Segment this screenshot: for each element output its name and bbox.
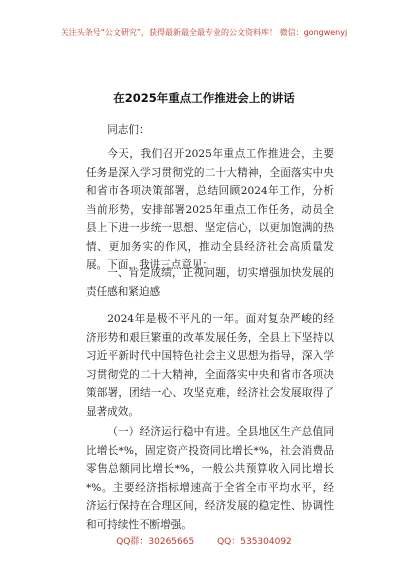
- header-banner: 关注头条号“公文研究”，获得最新最全最专业的公文资料库！ 微信：gongwenyj: [60, 28, 348, 37]
- salutation-text: 同志们：: [107, 124, 150, 136]
- footer-qq-number: QQ：535304092: [217, 537, 292, 547]
- footer-qq-group: QQ群：30265665: [116, 537, 195, 547]
- document-title: 在2025年重点工作推进会上的讲话: [113, 91, 295, 105]
- section-heading-text: 一、肯定成绩，正视问题，切实增强加快发展的责任感和紧迫感: [86, 267, 334, 298]
- paragraph-text: 2024年是极不平凡的一年。面对复杂严峻的经济形势和艰巨繁重的改革发展任务，全县上下坚持以习近平新时代中国特色社会主义思想为指导，深入学习贯彻党的二十大精神，全面落实中央和省市各项决策部署，团结一心、攻坚克难，经济社会发展取得了显著成效。: [86, 313, 334, 418]
- paragraph-2024-review: [86, 310, 334, 421]
- footer-contact: [0, 534, 408, 547]
- paragraph-text: 今天，我们召开2025年重点工作推进会，主要任务是深入学习贯彻党的二十大精神，全面落实中央和省市各项决策部署，总结回顾2024年工作，分析当前形势，安排部署2025年重点工作任务，动员全县上下进一步统一思想、坚定信心，以更加饱满的热情、更加务实的作风，推动全县经济社会高质量发展。下面，我讲三点意见：: [86, 148, 334, 271]
- paragraph-text: （一）经济运行稳中有进。全县地区生产总值同比增长*%，固定资产投资同比增长*%，社会消费品零售总额同比增长*%，一般公共预算收入同比增长*%。主要经济指标增速高于全省全市平均水平，经济运行保持在合理区间，经济发展的稳定性、协调性和可持续性不断增强。: [86, 426, 334, 531]
- section-heading-1: [86, 264, 334, 301]
- salutation: [86, 121, 334, 140]
- paragraph-intro: [86, 145, 334, 275]
- paragraph-economy: [86, 423, 334, 534]
